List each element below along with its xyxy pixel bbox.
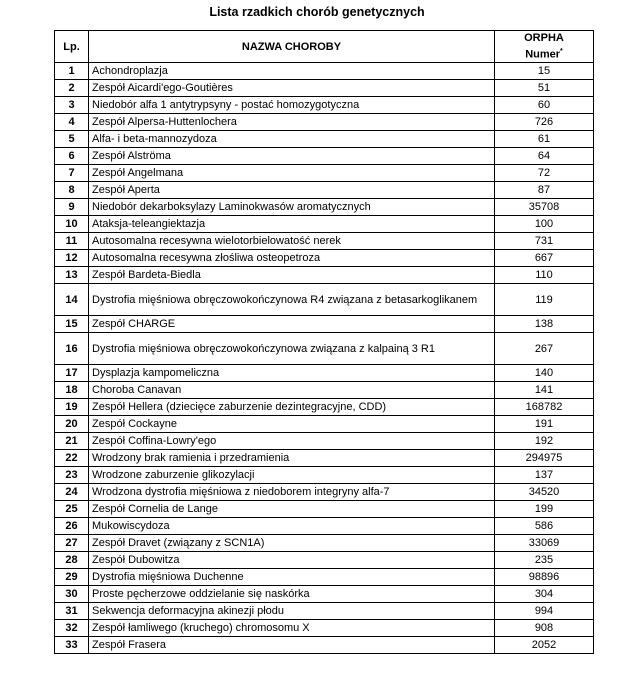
disease-name: Zespół Aperta (89, 182, 495, 199)
row-number: 14 (55, 284, 89, 316)
table-row (55, 586, 594, 603)
disease-name: Dysplazja kampomeliczna (89, 365, 495, 382)
orpha-number: 100 (495, 216, 594, 233)
table-row (55, 80, 594, 97)
table-row (55, 114, 594, 131)
table-row (55, 484, 594, 501)
disease-name: Zespół Dravet (związany z SCN1A) (89, 535, 495, 552)
disease-name: Alfa- i beta-mannozydoza (89, 131, 495, 148)
orpha-number: 60 (495, 97, 594, 114)
orpha-number: 2052 (495, 637, 594, 654)
row-number: 24 (55, 484, 89, 501)
header-name: NAZWA CHOROBY (89, 31, 495, 63)
disease-name: Zespół Dubowitza (89, 552, 495, 569)
table-row (55, 382, 594, 399)
orpha-number: 119 (495, 284, 594, 316)
orpha-number: 667 (495, 250, 594, 267)
row-number: 11 (55, 233, 89, 250)
table-row (55, 267, 594, 284)
disease-name: Zespół Cockayne (89, 416, 495, 433)
orpha-number: 72 (495, 165, 594, 182)
orpha-number: 191 (495, 416, 594, 433)
disease-name: Mukowiscydoza (89, 518, 495, 535)
row-number: 20 (55, 416, 89, 433)
row-number: 23 (55, 467, 89, 484)
disease-name: Zespół Alpersa-Huttenlochera (89, 114, 495, 131)
table-row (55, 399, 594, 416)
row-number: 17 (55, 365, 89, 382)
table-row (55, 552, 594, 569)
table-row (55, 316, 594, 333)
disease-name: Zespół Angelmana (89, 165, 495, 182)
disease-name: Zespół Frasera (89, 637, 495, 654)
orpha-number: 51 (495, 80, 594, 97)
disease-name: Dystrofia mięśniowa obręczowokończynowa R4 związana z betasarkoglikanem (89, 284, 495, 316)
disease-name: Wrodzony brak ramienia i przedramienia (89, 450, 495, 467)
row-number: 9 (55, 199, 89, 216)
header-orpha-line1: ORPHA (524, 31, 564, 44)
table-row (55, 518, 594, 535)
orpha-number: 137 (495, 467, 594, 484)
orpha-number: 731 (495, 233, 594, 250)
orpha-number: 110 (495, 267, 594, 284)
row-number: 16 (55, 333, 89, 365)
row-number: 1 (55, 63, 89, 80)
page-title: Lista rzadkich chorób genetycznych (209, 5, 425, 19)
disease-name: Zespół łamliwego (kruchego) chromosomu X (89, 620, 495, 637)
row-number: 26 (55, 518, 89, 535)
row-number: 22 (55, 450, 89, 467)
orpha-number: 994 (495, 603, 594, 620)
row-number: 8 (55, 182, 89, 199)
disease-name: Wrodzona dystrofia mięśniowa z niedoborem integryny alfa-7 (89, 484, 495, 501)
disease-name: Niedobór dekarboksylazy Laminokwasów aromatycznych (89, 199, 495, 216)
disease-name: Zespół Coffina-Lowry'ego (89, 433, 495, 450)
row-number: 29 (55, 569, 89, 586)
table-row (55, 450, 594, 467)
row-number: 32 (55, 620, 89, 637)
disease-name: Ataksja-teleangiektazja (89, 216, 495, 233)
disease-name: Zespół Cornelia de Lange (89, 501, 495, 518)
disease-name: Choroba Canavan (89, 382, 495, 399)
orpha-number: 908 (495, 620, 594, 637)
row-number: 3 (55, 97, 89, 114)
orpha-number: 87 (495, 182, 594, 199)
table-row (55, 433, 594, 450)
row-number: 2 (55, 80, 89, 97)
table-row (55, 97, 594, 114)
orpha-number: 33069 (495, 535, 594, 552)
orpha-number: 304 (495, 586, 594, 603)
table-row (55, 199, 594, 216)
disease-name: Proste pęcherzowe oddzielanie się naskórka (89, 586, 495, 603)
table-row (55, 148, 594, 165)
disease-name: Autosomalna recesywna wielotorbielowatość nerek (89, 233, 495, 250)
row-number: 10 (55, 216, 89, 233)
table-row (55, 603, 594, 620)
row-number: 12 (55, 250, 89, 267)
disease-table (54, 30, 594, 654)
table-row (55, 535, 594, 552)
orpha-number: 140 (495, 365, 594, 382)
orpha-number: 294975 (495, 450, 594, 467)
row-number: 21 (55, 433, 89, 450)
table-row (55, 250, 594, 267)
header-orpha-mark: * (560, 47, 563, 55)
row-number: 28 (55, 552, 89, 569)
table-row (55, 182, 594, 199)
orpha-number: 726 (495, 114, 594, 131)
table-row (55, 501, 594, 518)
row-number: 5 (55, 131, 89, 148)
table-row (55, 233, 594, 250)
table-row (55, 284, 594, 316)
orpha-number: 61 (495, 131, 594, 148)
orpha-number: 34520 (495, 484, 594, 501)
table-row (55, 216, 594, 233)
orpha-number: 98896 (495, 569, 594, 586)
header-orpha-line2: Numer (525, 48, 561, 61)
orpha-number: 168782 (495, 399, 594, 416)
row-number: 33 (55, 637, 89, 654)
disease-name: Achondroplazja (89, 63, 495, 80)
row-number: 6 (55, 148, 89, 165)
disease-name: Autosomalna recesywna złośliwa osteopetroza (89, 250, 495, 267)
table-row (55, 620, 594, 637)
orpha-number: 235 (495, 552, 594, 569)
row-number: 19 (55, 399, 89, 416)
disease-name: Zespół Hellera (dziecięce zaburzenie dezintegracyjne, CDD) (89, 399, 495, 416)
table-row (55, 63, 594, 80)
disease-name: Zespół Bardeta-Biedla (89, 267, 495, 284)
orpha-number: 192 (495, 433, 594, 450)
table-row (55, 416, 594, 433)
table-row (55, 131, 594, 148)
row-number: 7 (55, 165, 89, 182)
orpha-number: 586 (495, 518, 594, 535)
row-number: 30 (55, 586, 89, 603)
row-number: 27 (55, 535, 89, 552)
disease-name: Zespół Aicardi'ego-Goutières (89, 80, 495, 97)
table-row (55, 365, 594, 382)
table-row (55, 333, 594, 365)
disease-name: Zespół CHARGE (89, 316, 495, 333)
orpha-number: 199 (495, 501, 594, 518)
disease-name: Dystrofia mięśniowa obręczowokończynowa związana z kalpainą 3 R1 (89, 333, 495, 365)
table-row (55, 637, 594, 654)
row-number: 13 (55, 267, 89, 284)
table-row (55, 165, 594, 182)
disease-name: Dystrofia mięśniowa Duchenne (89, 569, 495, 586)
table-row (55, 467, 594, 484)
disease-name: Wrodzone zaburzenie glikozylacji (89, 467, 495, 484)
row-number: 25 (55, 501, 89, 518)
row-number: 31 (55, 603, 89, 620)
header-orpha (495, 31, 594, 63)
orpha-number: 35708 (495, 199, 594, 216)
header-lp: Lp. (55, 31, 89, 63)
orpha-number: 15 (495, 63, 594, 80)
disease-name: Sekwencja deformacyjna akinezji płodu (89, 603, 495, 620)
disease-name: Zespół Alströma (89, 148, 495, 165)
orpha-number: 138 (495, 316, 594, 333)
orpha-number: 267 (495, 333, 594, 365)
table-row (55, 569, 594, 586)
row-number: 18 (55, 382, 89, 399)
orpha-number: 141 (495, 382, 594, 399)
table-header-row (55, 31, 594, 63)
orpha-number: 64 (495, 148, 594, 165)
row-number: 4 (55, 114, 89, 131)
row-number: 15 (55, 316, 89, 333)
disease-name: Niedobór alfa 1 antytrypsyny - postać homozygotyczna (89, 97, 495, 114)
